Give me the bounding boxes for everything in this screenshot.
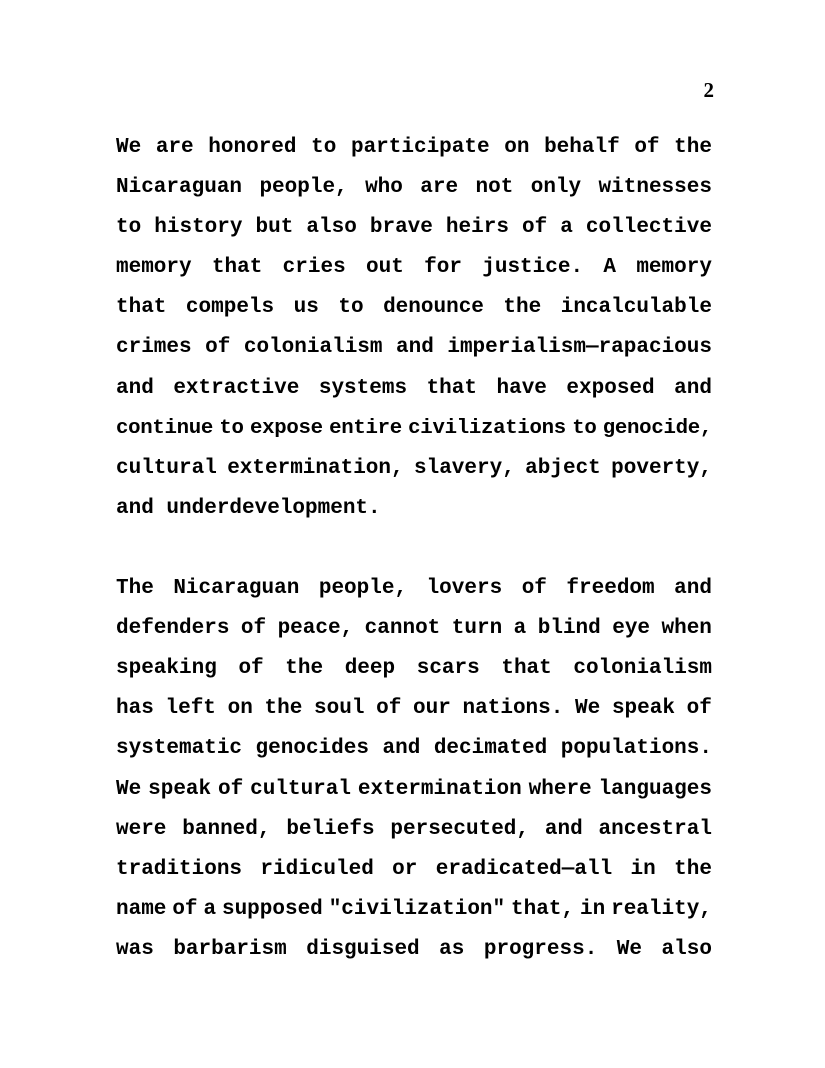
word: civilizations <box>408 416 566 440</box>
paragraph-line <box>116 248 712 288</box>
word: eradicated—all <box>435 857 613 881</box>
word: memory <box>116 256 192 280</box>
word: the <box>503 296 542 320</box>
word: systematic <box>116 737 243 761</box>
word: defenders <box>116 617 230 641</box>
word: speaking <box>116 657 217 681</box>
word: and <box>382 737 421 761</box>
word: on <box>504 136 530 159</box>
word: only <box>530 176 582 200</box>
word: participate <box>350 136 490 159</box>
word: languages <box>598 777 712 801</box>
word: the <box>674 136 712 159</box>
word: of <box>686 697 712 721</box>
word: deep <box>344 657 396 681</box>
word: colonialism <box>573 657 712 681</box>
word: persecuted, <box>390 817 530 841</box>
word: entire <box>329 416 402 440</box>
word: incalculable <box>560 296 712 320</box>
word: as <box>439 937 465 961</box>
word: that <box>501 657 552 681</box>
word: brave <box>369 216 433 240</box>
paragraph-line <box>116 810 712 850</box>
word: expose <box>249 416 323 440</box>
word: a <box>560 216 573 240</box>
word: but <box>255 216 294 240</box>
word: the <box>285 657 324 681</box>
word: to <box>311 136 337 159</box>
word: when <box>661 617 712 641</box>
word: honored <box>208 136 297 159</box>
page-number: 2 <box>703 78 714 102</box>
word: memory <box>636 256 712 280</box>
word: crimes <box>116 336 192 360</box>
word: that <box>211 256 263 280</box>
word: people, <box>318 577 408 601</box>
word: name <box>116 897 167 921</box>
word: a <box>513 617 527 641</box>
paragraph-line <box>116 409 712 449</box>
paragraph-line <box>116 168 712 208</box>
word: soul <box>314 697 365 721</box>
paragraph-line <box>116 369 712 409</box>
word: genocides <box>255 737 369 761</box>
word: witnesses <box>598 176 712 200</box>
word: genocide, <box>602 416 712 440</box>
word: of <box>521 577 547 601</box>
word: exposed <box>566 376 655 400</box>
word: speak <box>611 697 675 721</box>
word: left <box>165 697 216 721</box>
word: We <box>116 777 142 801</box>
paragraph-line <box>116 850 712 890</box>
word: "civilization" <box>328 897 506 921</box>
word: extractive <box>173 376 300 400</box>
word: ridiculed <box>260 857 374 881</box>
word: in <box>579 897 606 921</box>
word: populations. <box>560 737 712 761</box>
word: cultural <box>250 777 351 801</box>
word: barbarism <box>173 937 287 961</box>
word: of <box>521 216 548 240</box>
word: systems <box>318 376 408 400</box>
word: a <box>203 897 217 921</box>
word: banned, <box>182 817 271 841</box>
word: supposed <box>221 897 323 921</box>
word: We <box>616 937 643 961</box>
word: and <box>544 817 583 841</box>
word: A <box>603 256 616 280</box>
word: imperialism—rapacious <box>447 336 712 360</box>
word: and <box>116 376 154 400</box>
word: extermination, <box>227 456 404 480</box>
word: who <box>365 176 403 200</box>
word: and <box>116 496 154 520</box>
word: of <box>376 697 402 721</box>
word: The <box>116 577 154 601</box>
paragraph-line <box>116 288 712 328</box>
word: to <box>116 216 142 240</box>
word: behalf <box>544 136 620 159</box>
word: decimated <box>433 737 548 761</box>
paragraph-line <box>116 328 712 368</box>
paragraph-line <box>116 569 712 609</box>
document-body <box>116 128 712 1010</box>
word: nations. <box>462 697 564 721</box>
word: beliefs <box>286 817 375 841</box>
word: Nicaraguan <box>116 176 243 200</box>
word: have <box>496 376 547 400</box>
word: disguised <box>306 937 420 961</box>
word: are <box>420 176 459 200</box>
word: for <box>424 256 462 280</box>
word: the <box>264 697 303 721</box>
word: to <box>338 296 364 320</box>
paragraph-line <box>116 128 712 168</box>
word: reality, <box>611 897 712 921</box>
word: extermination <box>357 777 522 801</box>
word: turn <box>451 617 503 641</box>
word: abject <box>525 456 601 480</box>
word: collective <box>585 216 712 240</box>
word: also <box>661 937 712 961</box>
word: slavery, <box>413 456 515 480</box>
word: or <box>392 857 418 881</box>
word: were <box>116 817 167 841</box>
word: cultural <box>116 456 217 480</box>
word: underdevelopment. <box>166 496 381 520</box>
word: to <box>572 416 597 440</box>
paragraph-1 <box>116 128 712 529</box>
word: scars <box>416 657 480 681</box>
paragraph-line <box>116 770 712 810</box>
word: was <box>116 937 154 961</box>
paragraph-line <box>116 890 712 930</box>
word: that <box>116 296 167 320</box>
word: progress. <box>483 937 598 961</box>
paragraph-line <box>116 649 712 689</box>
word: lovers <box>426 577 503 601</box>
word: We <box>116 136 142 159</box>
paragraph-line <box>116 930 712 970</box>
paragraph-line <box>116 689 712 729</box>
word: people, <box>259 176 348 200</box>
word: are <box>155 136 194 159</box>
word: denounce <box>383 296 484 320</box>
paragraph-2 <box>116 569 712 970</box>
word: of <box>240 617 267 641</box>
word: where <box>528 777 592 801</box>
paragraph-line <box>116 489 712 529</box>
word: peace, <box>277 617 354 641</box>
word: of <box>172 897 198 921</box>
word: Nicaraguan <box>173 577 300 601</box>
word: speak <box>148 777 212 801</box>
word: heirs <box>445 216 509 240</box>
word: us <box>293 296 319 320</box>
word: in <box>630 857 656 881</box>
word: blind <box>537 617 601 641</box>
word: of <box>238 657 264 681</box>
word: continue <box>116 416 214 440</box>
word: of <box>634 136 660 159</box>
word: to <box>219 416 244 440</box>
word: justice. <box>482 256 584 280</box>
paragraph-line <box>116 208 712 248</box>
word: that, <box>511 897 575 921</box>
word: that <box>426 376 477 400</box>
word: on <box>227 697 253 721</box>
word: of <box>205 336 231 360</box>
word: poverty, <box>611 456 712 480</box>
word: traditions <box>116 857 243 881</box>
word: also <box>306 216 357 240</box>
word: out <box>366 256 404 280</box>
paragraph-line <box>116 729 712 769</box>
word: not <box>475 176 514 200</box>
word: our <box>413 697 451 721</box>
paragraph-line <box>116 449 712 489</box>
word: and <box>396 336 434 360</box>
word: freedom <box>566 577 655 601</box>
paragraph-line <box>116 609 712 649</box>
word: and <box>674 376 712 400</box>
word: ancestral <box>598 817 712 841</box>
word: has <box>116 697 154 721</box>
word: compels <box>185 296 275 320</box>
word: history <box>154 216 243 240</box>
word: We <box>575 697 601 721</box>
word: colonialism <box>243 336 383 360</box>
word: cries <box>282 256 346 280</box>
word: cannot <box>364 617 441 641</box>
word: of <box>218 777 244 801</box>
word: eye <box>612 617 651 641</box>
word: and <box>674 577 712 601</box>
word: the <box>674 857 712 881</box>
